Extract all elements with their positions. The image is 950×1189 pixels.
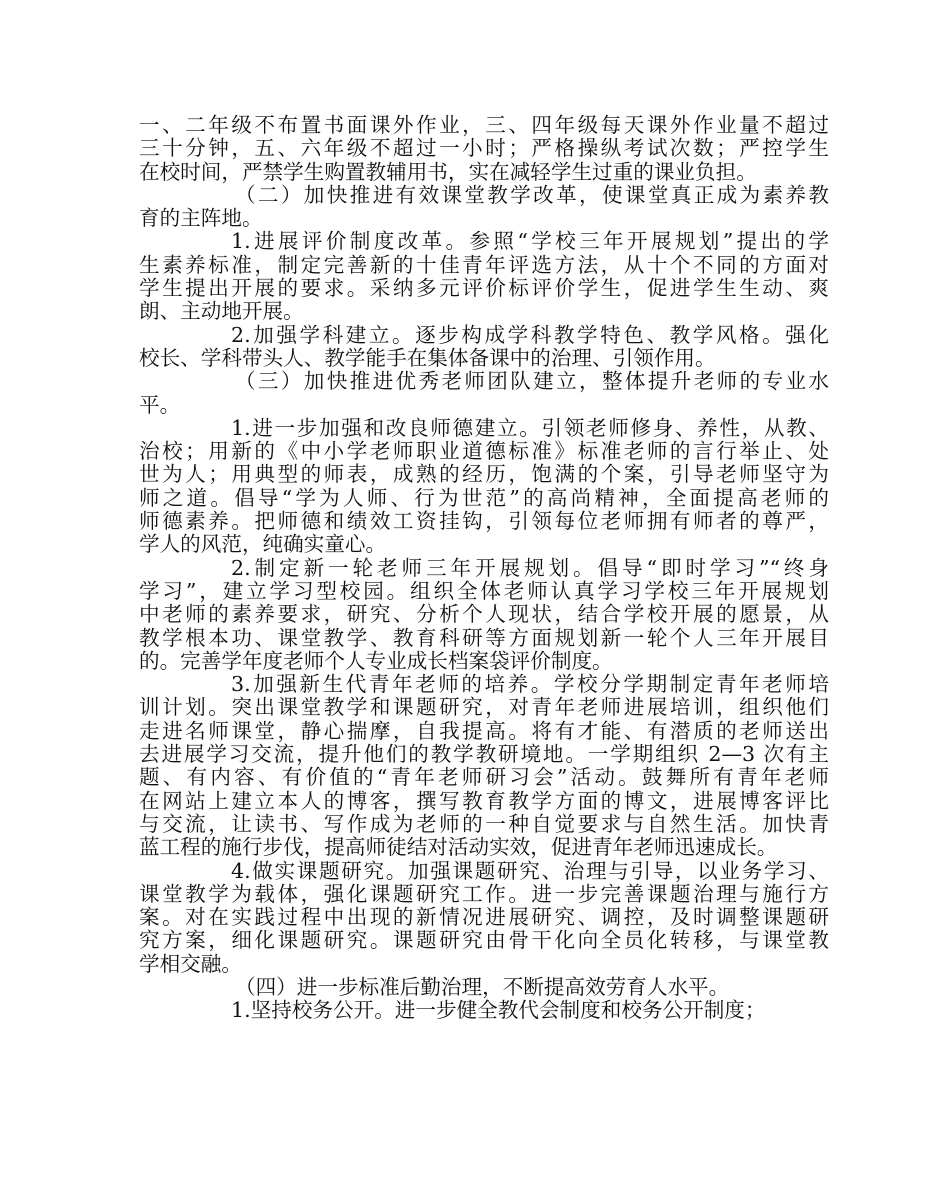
text-line: 究方案，细化课题研究。课题研究由骨干化向全员化转移，与课堂教 (139, 929, 829, 953)
text-line: （三）加快推进优秀老师团队建立，整体提升老师的专业水 (235, 370, 829, 394)
text-line: 在校时间，严禁学生购置教辅用书，实在减轻学生过重的课业负担。 (139, 159, 757, 184)
text-line: 1.坚持校务公开。进一步健全教代会制度和校务公开制度； (231, 998, 766, 1023)
text-line: 2.制定新一轮老师三年开展规划。倡导“即时学习”“终身 (231, 556, 829, 580)
text-line: 2.加强学科建立。逐步构成学科教学特色、教学风格。强化 (231, 323, 829, 347)
text-line: 学习”，建立学习型校园。组织全体老师认真学习学校三年开展规划 (139, 579, 829, 603)
text-line: （二）加快推进有效课堂教学改革，使课堂真正成为素养教 (235, 183, 829, 207)
text-line: 3.加强新生代青年老师的培养。学校分学期制定青年老师培 (231, 673, 829, 697)
text-line: 师德素养。把师德和绩效工资挂钩，引领每位老师拥有师者的尊严， (139, 510, 829, 534)
text-line: 中老师的素养要求，研究、分析个人现状，结合学校开展的愿景，从 (139, 603, 829, 627)
text-line: 学人的风范，纯确实童心。 (139, 532, 387, 557)
text-line: 生素养标准，制定完善新的十佳青年评选方法，从十个不同的方面对 (139, 253, 829, 277)
paragraph (139, 557, 829, 673)
text-line: 治校；用新的《中小学老师职业道德标准》标准老师的言行举止、处 (139, 440, 829, 464)
text-line: 1.进展评价制度改革。参照“学校三年开展规划”提出的学 (231, 230, 829, 254)
text-line: 训计划。突出课堂教学和课题研究，对青年老师进展培训，组织他们 (139, 696, 829, 720)
text-line: 与交流，让读书、写作成为老师的一种自觉要求与自然生活。加快青 (139, 812, 829, 836)
text-line: 世为人；用典型的师表，成熟的经历，饱满的个案，引导老师坚守为 (139, 463, 829, 487)
text-line: 的。完善学年度老师个人专业成长档案袋评价制度。 (139, 648, 613, 673)
text-line: 4.做实课题研究。加强课题研究、治理与引导，以业务学习、 (231, 859, 829, 883)
text-line: 去进展学习交流，提升他们的教学教研境地。一学期组织 2—3 次有主 (139, 743, 829, 767)
text-line: 学生提出开展的要求。采纳多元评价标评价学生，促进学生生动、爽 (139, 277, 829, 301)
paragraph (139, 230, 829, 323)
paragraph (139, 417, 829, 557)
text-line: 朗、主动地开展。 (139, 299, 304, 324)
paragraph (139, 114, 829, 184)
text-line: 教学根本功、课堂教学、教育科研等方面规划新一轮个人三年开展目 (139, 626, 829, 650)
text-line: 走进名师课堂，静心揣摩，自我提高。将有才能、有潜质的老师送出 (139, 719, 829, 743)
text-line: 课堂教学为载体，强化课题研究工作。进一步完善课题治理与施行方 (139, 882, 829, 906)
text-line: 校长、学科带头人、教学能手在集体备课中的治理、引领作用。 (139, 345, 716, 370)
paragraph (139, 370, 829, 417)
text-line: 题、有内容、有价值的“青年老师研习会”活动。鼓舞所有青年老师 (139, 766, 829, 790)
text-line: 1.进一步加强和改良师德建立。引领老师修身、养性，从教、 (231, 416, 829, 440)
text-line: 蓝工程的施行步伐，提高师徒结对活动实效，促进青年老师迅速成长。 (139, 835, 778, 860)
text-line: 平。 (139, 392, 181, 417)
text-line: 师之道。倡导“学为人师、行为世范”的高尚精神，全面提高老师的 (139, 486, 829, 510)
text-line: 案。对在实践过程中出现的新情况进展研究、调控，及时调整课题研 (139, 906, 829, 930)
text-line: 一、二年级不布置书面课外作业，三、四年级每天课外作业量不超过 (139, 114, 829, 137)
paragraph (139, 976, 829, 999)
paragraph (139, 673, 829, 859)
text-line: 在网站上建立本人的博客，撰写教育教学方面的博文，进展博客评比 (139, 789, 829, 813)
text-line: （四）进一步标准后勤治理，不断提高效劳育人水平。 (235, 974, 730, 999)
text-line: 三十分钟，五、六年级不超过一小时；严格操纵考试次数；严控学生 (139, 137, 829, 161)
paragraph (139, 999, 829, 1022)
paragraph (139, 324, 829, 371)
paragraph (139, 860, 829, 976)
text-line: 育的主阵地。 (139, 206, 263, 231)
text-line: 学相交融。 (139, 951, 242, 976)
document-body (139, 114, 829, 1023)
paragraph (139, 184, 829, 231)
